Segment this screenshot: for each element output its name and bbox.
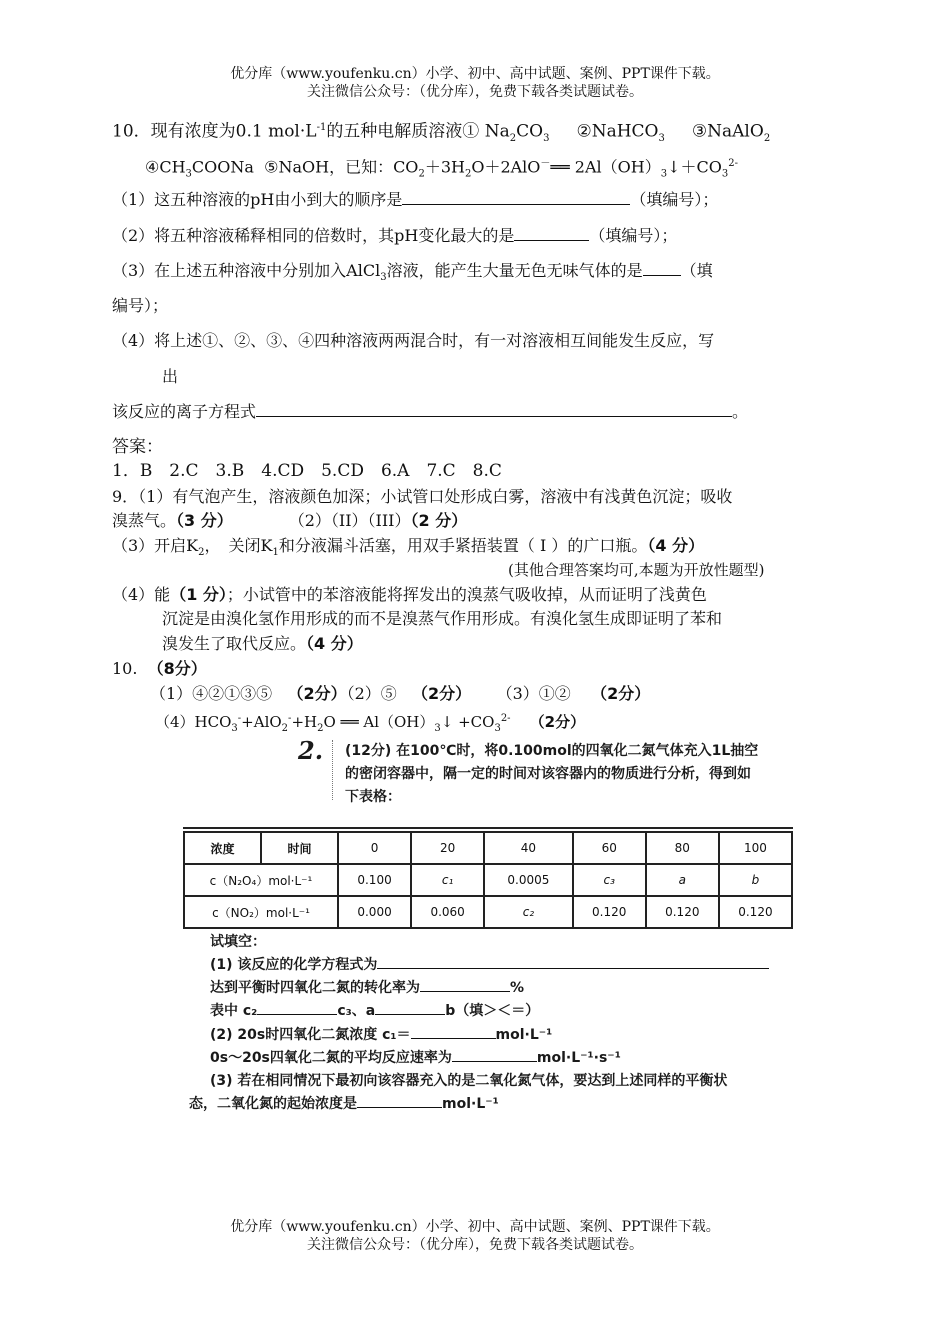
answer-blank[interactable] [411, 1024, 496, 1039]
answer-9-line3: （3）开启$K_2$， 关闭$K_1$和分液漏斗活塞，用双手紧捂装置（ I ）的广口瓶。（4 分） [112, 536, 705, 559]
table-cell: a [646, 864, 719, 896]
q2-line3: 下表格： [345, 789, 401, 805]
page-footer-line2: 关注微信公众号：（优分库），免费下载各类试题试卷。 [307, 1237, 643, 1253]
time-cell: 60 [573, 832, 646, 864]
time-cell: 0 [338, 832, 411, 864]
table-cell: c₁ [411, 864, 484, 896]
q10-part4: （4）将上述①、②、③、④四种溶液两两混合时，有一对溶液相互间能发生反应，写 [112, 331, 715, 350]
q10-intro: 10．现有浓度为0.1 $mol\cdot L^{-1}$的五种电解质溶液① $Na_2CO_3$ ②NaHCO$_3$ ③NaAlO$_2$ [112, 121, 771, 145]
data-table [183, 831, 793, 929]
table-cell: 0.060 [411, 896, 484, 928]
q10-equation: $④CH_3COONa$ ⑤NaOH，已知：$CO_2+3H_2O+2AlO^-══$ $2Al(OH)_3↓+CO_3^{2-}$ [145, 157, 738, 180]
table-row-n2o4 [184, 864, 792, 896]
row-label: c（NO₂）mol·L⁻¹ [184, 896, 338, 928]
answer-9-line6: 沉淀是由溴化氢作用形成的而不是溴蒸气作用形成。有溴化氢生成即证明了苯和 [162, 609, 723, 628]
page-header-line2: 关注微信公众号：（优分库），免费下载各类试题试卷。 [307, 84, 643, 100]
answer-9-line1: 9．（1）有气泡产生，溶液颜色加深；小试管口处形成白雾，溶液中有浅黄色沉淀；吸收 [112, 487, 733, 506]
answer-10-line1: （1）④②①③⑤ （2分）（2）⑤ （2分） （3）①② （2分） [150, 684, 651, 703]
table-cell: 0.120 [719, 896, 792, 928]
answer-blank[interactable] [377, 954, 769, 969]
answers-mc: 1．B 2.C 3.B 4.CD 5.CD 6.A 7.C 8.C [112, 461, 502, 481]
q2-sub3b: 态，二氧化氮的起始浓度是 mol·L⁻¹ [189, 1093, 499, 1113]
q10-part4-equation: 该反应的离子方程式 。 [112, 402, 749, 421]
table-cell: 0.120 [573, 896, 646, 928]
table-header-row [184, 832, 792, 864]
q10-part1: （1）这五种溶液的pH由小到大的顺序是 （填编号）； [112, 190, 719, 209]
header-conc: 浓度 [184, 832, 261, 864]
q10-part4-cont: 出 [162, 367, 179, 386]
table-row-no2 [184, 896, 792, 928]
answer-blank[interactable] [402, 188, 630, 205]
q2-sub2b: 0s～20s四氧化二氮的平均反应速率为 mol·L⁻¹·s⁻¹ [210, 1047, 621, 1067]
row-label: c（N₂O₄）mol·L⁻¹ [184, 864, 338, 896]
answer-blank[interactable] [643, 259, 681, 276]
answers-title: 答案： [112, 437, 163, 457]
q2-sub1c: 表中 c₂ c₃、a b（填＞＜＝） [210, 1000, 539, 1020]
table-cell: 0.000 [338, 896, 411, 928]
scan-margin-line [332, 740, 333, 800]
page-header-line1: 优分库（www.youfenku.cn）小学、初中、高中试题、案例、PPT课件下载。 [230, 66, 720, 82]
answer-blank[interactable] [452, 1047, 537, 1062]
table-cell: c₃ [573, 864, 646, 896]
answer-10-line2: $(4)HCO_3^-+AlO_2^-+H_2O$ ══ $Al(OH)_3↓ +CO_3^{2-}$ （2分） [155, 713, 586, 734]
table-cell: 0.100 [338, 864, 411, 896]
q2-line2: 的密闭容器中，隔一定的时间对该容器内的物质进行分析，得到如 [345, 766, 751, 782]
answer-blank[interactable] [256, 400, 732, 417]
question-2-number: 2. [298, 736, 324, 765]
answer-blank[interactable] [420, 977, 510, 992]
page-footer-line1: 优分库（www.youfenku.cn）小学、初中、高中试题、案例、PPT课件下载。 [230, 1219, 720, 1235]
answer-9-note: (其他合理答案均可,本题为开放性题型) [508, 561, 765, 579]
answer-9-line7: 溴发生了取代反应。（4 分） [162, 634, 363, 653]
table-top-rule [183, 827, 793, 829]
answer-blank[interactable] [375, 1000, 445, 1015]
answer-blank[interactable] [357, 1093, 442, 1108]
answer-9-line5: （4）能（1 分）；小试管中的苯溶液能将挥发出的溴蒸气吸收掉，从而证明了浅黄色 [112, 585, 707, 604]
q10-part2: （2）将五种溶液稀释相同的倍数时，其pH变化最大的是 （填编号）； [112, 226, 678, 245]
q2-sub3: (3) 若在相同情况下最初向该容器充入的是二氧化氮气体，要达到上述同样的平衡状 [210, 1073, 728, 1089]
table-cell: 0.120 [646, 896, 719, 928]
answer-blank[interactable] [514, 224, 589, 241]
time-cell: 20 [411, 832, 484, 864]
q10-part3: （3）在上述五种溶液中分别加入AlCl$_3$溶液，能产生大量无色无味气体的是 （填 [112, 261, 713, 284]
q2-fill-prompt: 试填空： [210, 934, 266, 950]
q10-part3-cont: 编号）； [112, 296, 169, 315]
answer-9-line2: 溴蒸气。（3 分） （2）（II）（III）（2 分） [112, 511, 468, 530]
answer-blank[interactable] [257, 1000, 337, 1015]
answer-10-title: 10. （8分） [112, 659, 207, 678]
time-cell: 80 [646, 832, 719, 864]
table-cell: 0.0005 [484, 864, 572, 896]
q2-sub2: (2) 20s时四氧化二氮浓度 c₁＝ mol·L⁻¹ [210, 1024, 552, 1044]
table-cell: b [719, 864, 792, 896]
header-time: 时间 [261, 832, 338, 864]
time-cell: 40 [484, 832, 572, 864]
q2-line1: (12分) 在100℃时，将0.100mol的四氧化二氮气体充入1L抽空 [345, 743, 759, 759]
q2-sub1: (1) 该反应的化学方程式为 [210, 954, 769, 974]
table-cell: c₂ [484, 896, 572, 928]
time-cell: 100 [719, 832, 792, 864]
q2-sub1b: 达到平衡时四氧化二氮的转化率为 % [210, 977, 524, 997]
